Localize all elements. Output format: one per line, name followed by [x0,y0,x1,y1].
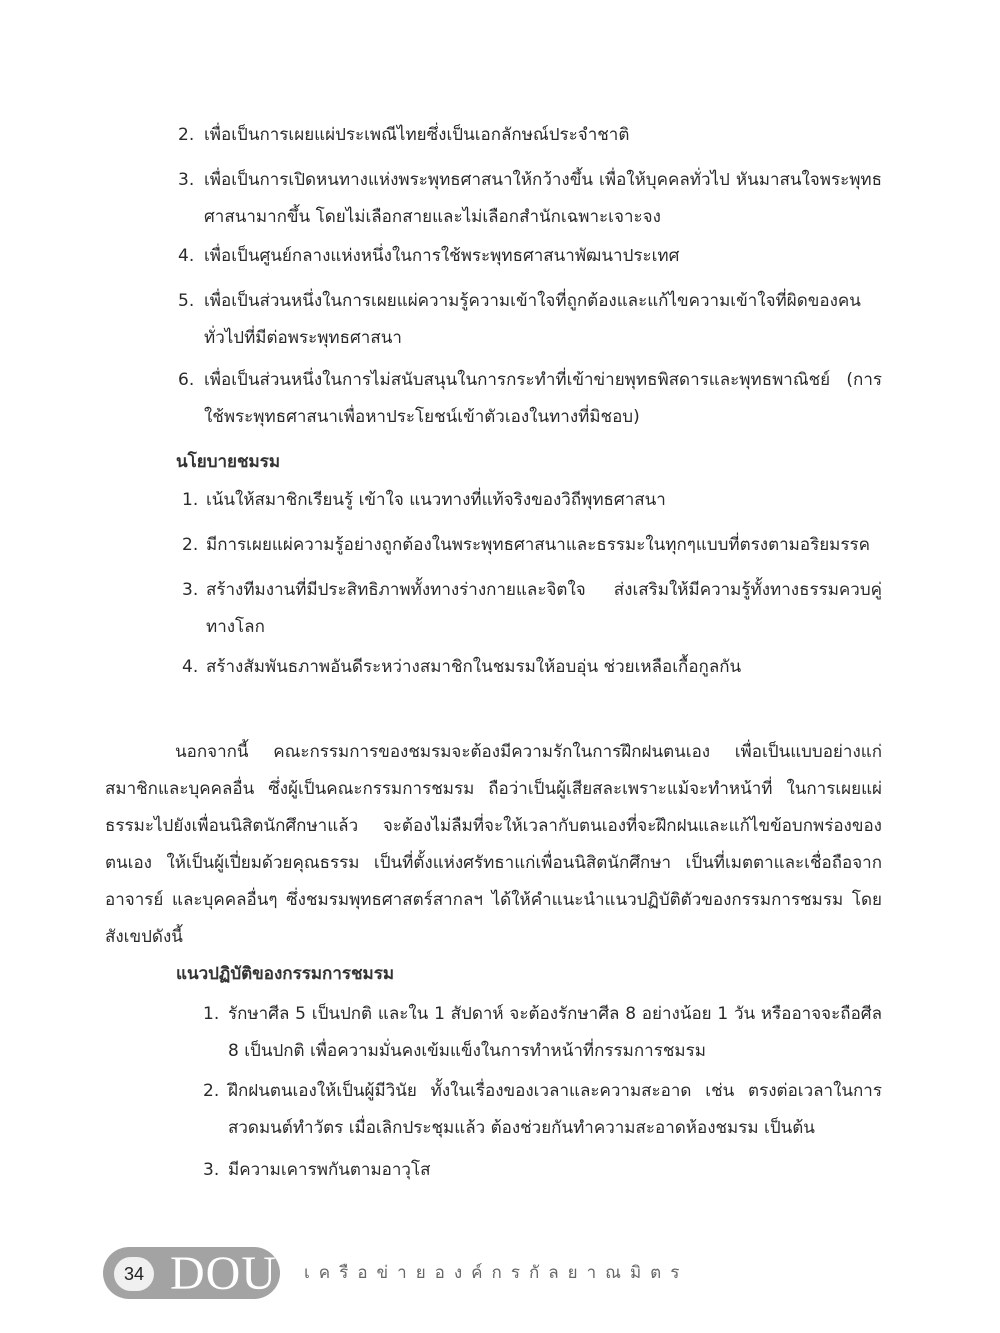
practice-item-1 [203,996,882,1070]
practice-item-3 [203,1152,882,1189]
footer-network-text: เครือข่ายองค์กรกัลยาณมิตร [304,1263,689,1283]
list-item-text: เพื่อเป็นส่วนหนึ่งในการเผยแผ่ความรู้ความเข้าใจที่ถูกต้องและแก้ไขความเข้าใจที่ผิดของคนทั่วไปที่มีต่อพระพุทธศาสนา [204,291,861,348]
practice-heading: แนวปฏิบัติของกรรมการชมรม [176,964,395,984]
list-number: 6. [178,370,195,390]
list-number: 2. [178,125,195,145]
list-item-text: มีความเคารพกันตามอาวุโส [228,1160,431,1180]
list-item-text: ฝึกฝนตนเองให้เป็นผู้มีวินัย ทั้งในเรื่องของเวลาและความสะอาด เช่น ตรงต่อเวลาในการสวดมนต์ทำวัตร เมื่อเลิกประชุมแล้ว ต้องช่วยกันทำความสะอาดห้องชมรม เป็นต้น [228,1081,882,1138]
list-item-text: สร้างทีมงานที่มีประสิทธิภาพทั้งทางร่างกายและจิตใจ ส่งเสริมให้มีความรู้ทั้งทางธรรมควบคู่ทางโลก [206,580,882,637]
list-item-text: รักษาศีล 5 เป็นปกติ และใน 1 สัปดาห์ จะต้องรักษาศีล 8 อย่างน้อย 1 วัน หรืออาจจะถือศีล 8 เป็นปกติ เพื่อความมั่นคงเข้มแข็งในการทำหน้าที่กรรมการชมรม [228,1004,882,1061]
practice-item-2 [203,1073,882,1147]
policy-item-1 [182,482,882,519]
list-item-text: สร้างสัมพันธภาพอันดีระหว่างสมาชิกในชมรมให้อบอุ่น ช่วยเหลือเกื้อกูลกัน [206,657,742,677]
dou-logo: DOU [170,1247,277,1300]
policy-item-2 [182,527,882,564]
objective-item-6 [178,362,882,436]
list-number: 4. [182,657,199,677]
list-number: 2. [203,1081,220,1101]
policy-item-3 [182,572,882,646]
list-item-text: เพื่อเป็นส่วนหนึ่งในการไม่สนับสนุนในการกระทำที่เข้าข่ายพุทธพิสดารและพุทธพาณิชย์ (การใช้พระพุทธศาสนาเพื่อหาประโยชน์เข้าตัวเองในทางที่มิชอบ) [204,370,882,427]
list-item-text: เพื่อเป็นศูนย์กลางแห่งหนึ่งในการใช้พระพุทธศาสนาพัฒนาประเทศ [204,246,680,266]
list-item-text: เน้นให้สมาชิกเรียนรู้ เข้าใจ แนวทางที่แท้จริงของวิถีพุทธศาสนา [206,490,666,510]
objective-item-2 [178,117,882,154]
list-item-text: มีการเผยแผ่ความรู้อย่างถูกต้องในพระพุทธศาสนาและธรรมะในทุกๆแบบที่ตรงตามอริยมรรค [206,535,871,555]
list-number: 2. [182,535,199,555]
policy-heading: นโยบายชมรม [176,452,281,472]
list-number: 1. [203,1004,220,1024]
objective-item-5 [178,283,882,357]
list-number: 5. [178,291,195,311]
list-item-text: เพื่อเป็นการเปิดหนทางแห่งพระพุทธศาสนาให้กว้างขึ้น เพื่อให้บุคคลทั่วไป หันมาสนใจพระพุทธศาสนามากขึ้น โดยไม่เลือกสายและไม่เลือกสำนักเฉพาะเจาะจง [204,170,882,227]
list-number: 3. [182,580,199,600]
objective-item-3 [178,162,882,236]
list-item-text: เพื่อเป็นการเผยแผ่ประเพณีไทยซึ่งเป็นเอกลักษณ์ประจำชาติ [204,125,630,145]
page-number: 34 [114,1257,154,1291]
body-paragraph: นอกจากนี้ คณะกรรมการของชมรมจะต้องมีความรักในการฝึกฝนตนเอง เพื่อเป็นแบบอย่างแก่สมาชิกและบุคคลอื่น ซึ่งผู้เป็นคณะกรรมการชมรม ถือว่าเป็นผู้เสียสละเพราะแม้จะทำหน้าที่ ในการเผยแผ่ธรรมะไปยังเพื่อนนิสิตนักศึกษาแล้ว จะต้องไม่ลืมที่จะให้เวลากับตนเองที่จะฝึกฝนและแก้ไขข้อบกพร่องของตนเอง ให้เป็นผู้เปี่ยมด้วยคุณธรรม เป็นที่ตั้งแห่งศรัทธาแก่เพื่อนนิสิตนักศึกษา เป็นที่เมตตาและเชื่อถือจากอาจารย์ และบุคคลอื่นๆ ซึ่งชมรมพุทธศาสตร์สากลฯ ได้ให้คำแนะนำแนวปฏิบัติตัวของกรรมการชมรม โดยสังเขปดังนี้ [105,742,882,947]
list-number: 1. [182,490,199,510]
list-number: 3. [203,1160,220,1180]
objective-item-4 [178,238,882,275]
policy-item-4 [182,649,882,686]
list-number: 3. [178,170,195,190]
list-number: 4. [178,246,195,266]
